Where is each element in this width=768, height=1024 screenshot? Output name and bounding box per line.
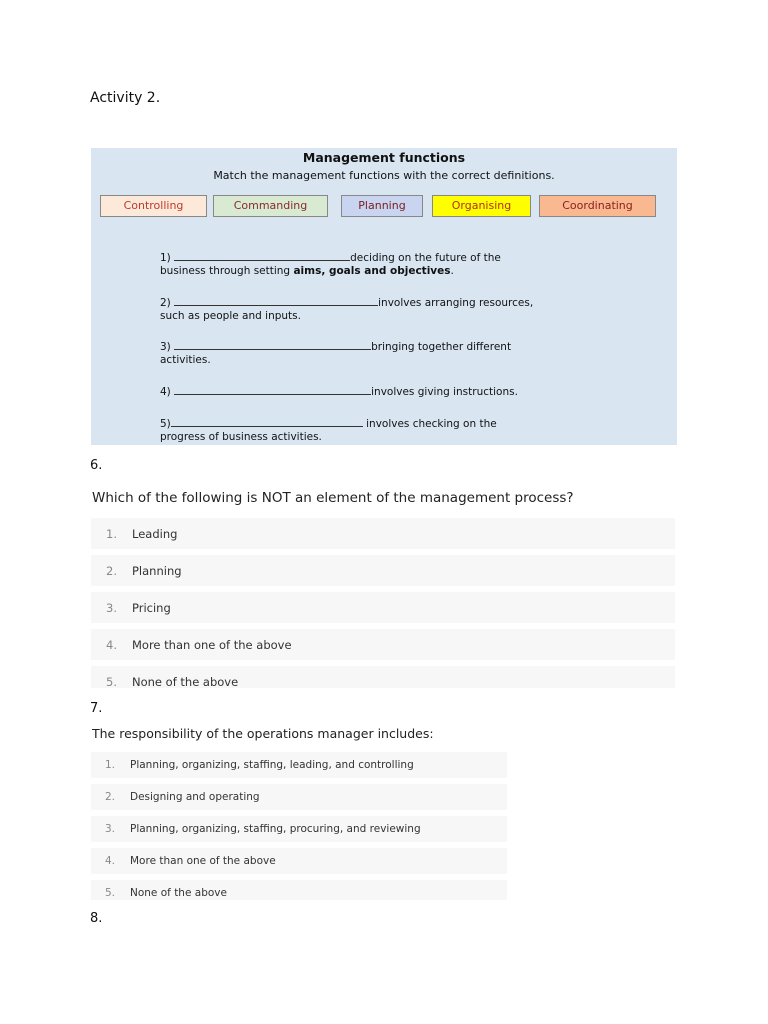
option-number: 2. bbox=[106, 564, 117, 578]
worksheet-title: Management functions bbox=[302, 150, 466, 165]
definition-1 bbox=[160, 251, 610, 278]
function-box-organising: Organising bbox=[432, 195, 531, 217]
definition-5 bbox=[160, 417, 610, 444]
definition-text: involves giving instructions. bbox=[371, 386, 518, 398]
definition-number: 4) bbox=[160, 386, 171, 398]
question-7-number: 7. bbox=[90, 701, 103, 716]
definition-number: 3) bbox=[160, 341, 171, 353]
definition-number: 1) bbox=[160, 252, 171, 264]
option-label: Planning, organizing, staffing, procuring, and reviewing bbox=[130, 823, 421, 835]
option-number: 5. bbox=[106, 675, 117, 689]
definition-number: 2) bbox=[160, 297, 171, 309]
definition-text-line2: progress of business activities. bbox=[160, 431, 322, 443]
option-label: None of the above bbox=[132, 675, 239, 689]
q7-option-5[interactable] bbox=[91, 880, 507, 900]
definition-text-end: . bbox=[450, 265, 454, 277]
option-label: None of the above bbox=[130, 887, 227, 899]
option-label: Planning, organizing, staffing, leading, and controlling bbox=[130, 759, 414, 771]
option-number: 5. bbox=[105, 887, 116, 899]
answer-blank bbox=[174, 296, 378, 306]
function-box-planning: Planning bbox=[341, 195, 423, 217]
option-label: Leading bbox=[132, 527, 178, 541]
definition-emphasis: aims, goals and objectives bbox=[293, 265, 451, 277]
question-6-number: 6. bbox=[90, 458, 103, 473]
definition-text: bringing together different bbox=[371, 341, 512, 353]
q7-option-4[interactable] bbox=[91, 848, 507, 874]
question-8-number: 8. bbox=[90, 911, 103, 926]
definition-2 bbox=[160, 296, 610, 323]
q7-option-3[interactable] bbox=[91, 816, 507, 842]
worksheet-image bbox=[91, 148, 677, 445]
question-6-text: Which of the following is NOT an element of the management process? bbox=[92, 490, 574, 506]
q6-option-4[interactable] bbox=[91, 629, 675, 660]
option-label: Planning bbox=[132, 564, 182, 578]
definition-text-line2: business through setting bbox=[160, 265, 294, 277]
q6-option-2[interactable] bbox=[91, 555, 675, 586]
q6-option-1[interactable] bbox=[91, 518, 675, 549]
option-label: Designing and operating bbox=[130, 791, 260, 803]
definition-4 bbox=[160, 385, 610, 399]
q7-option-1[interactable] bbox=[91, 752, 507, 778]
definition-number: 5) bbox=[160, 418, 171, 430]
q6-option-5[interactable] bbox=[91, 666, 675, 688]
answer-blank bbox=[171, 417, 363, 427]
answer-blank bbox=[174, 251, 350, 261]
definition-3 bbox=[160, 340, 610, 367]
function-box-commanding: Commanding bbox=[213, 195, 328, 217]
option-label: Pricing bbox=[132, 601, 171, 615]
option-number: 4. bbox=[105, 855, 116, 867]
function-box-controlling: Controlling bbox=[100, 195, 207, 217]
definition-text: involves checking on the bbox=[362, 418, 497, 430]
definition-text: involves arranging resources, bbox=[378, 297, 534, 309]
option-label: More than one of the above bbox=[132, 638, 292, 652]
answer-blank bbox=[174, 385, 371, 395]
option-number: 1. bbox=[105, 759, 116, 771]
definition-text-line2: activities. bbox=[160, 354, 211, 366]
function-box-coordinating: Coordinating bbox=[539, 195, 656, 217]
answer-blank bbox=[174, 340, 371, 350]
activity-heading: Activity 2. bbox=[90, 90, 161, 106]
option-number: 3. bbox=[106, 601, 117, 615]
q7-option-2[interactable] bbox=[91, 784, 507, 810]
option-label: More than one of the above bbox=[130, 855, 276, 867]
option-number: 2. bbox=[105, 791, 116, 803]
q6-option-3[interactable] bbox=[91, 592, 675, 623]
worksheet-instruction: Match the management functions with the correct definitions. bbox=[213, 169, 555, 182]
definition-text-line2: such as people and inputs. bbox=[160, 310, 301, 322]
option-number: 4. bbox=[106, 638, 117, 652]
question-7-text: The responsibility of the operations manager includes: bbox=[92, 726, 434, 741]
option-number: 3. bbox=[105, 823, 116, 835]
definition-text: deciding on the future of the bbox=[350, 252, 501, 264]
option-number: 1. bbox=[106, 527, 117, 541]
